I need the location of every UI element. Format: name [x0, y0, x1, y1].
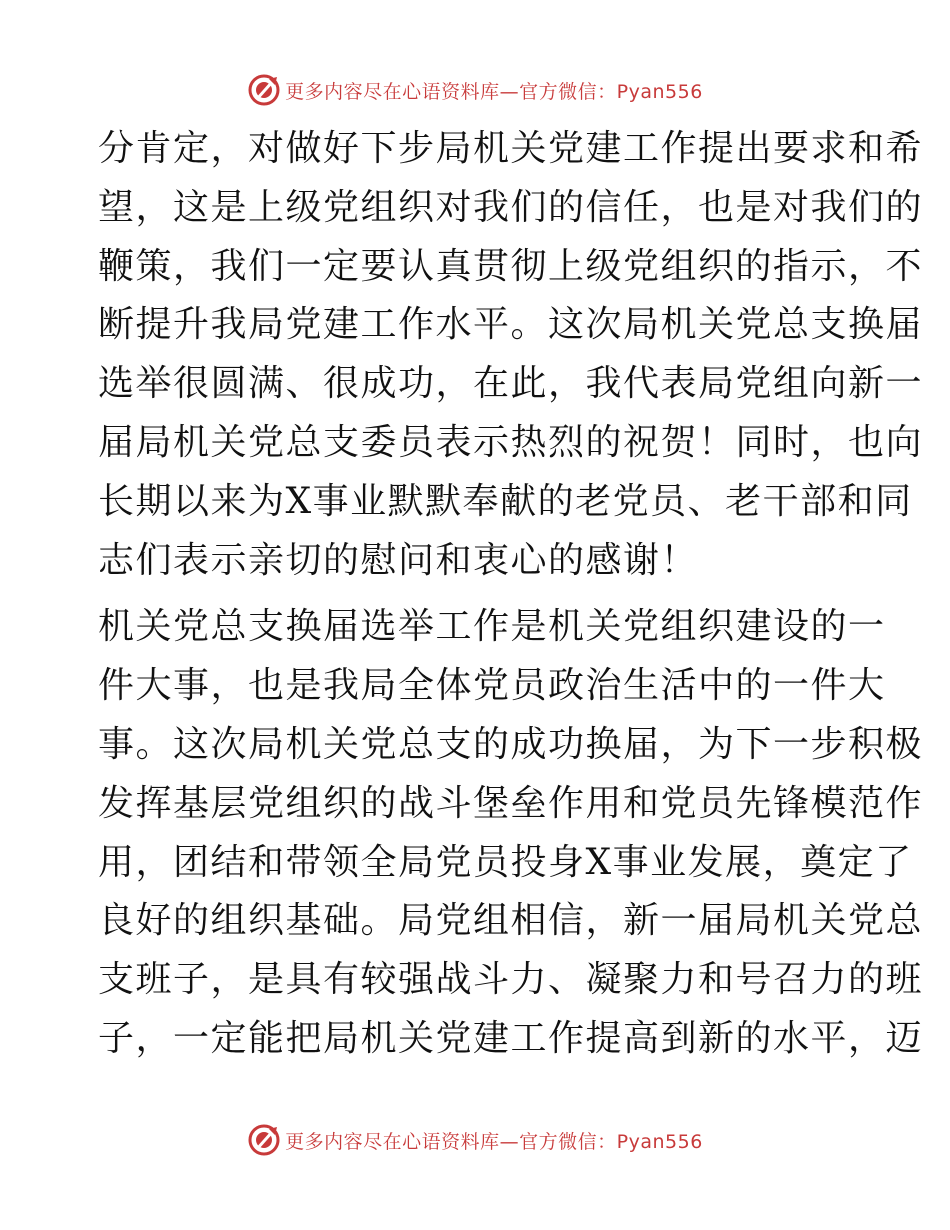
watermark-text: 更多内容尽在心语资料库—官方微信：Pyan556	[285, 1130, 703, 1153]
text-line: 志们表示亲切的慰问和衷心的感谢！	[98, 539, 699, 581]
paragraph-1	[98, 120, 924, 590]
watermark-logo-icon	[247, 73, 281, 107]
text-line: 望，这是上级党组织对我们的信任，也是对我们的	[98, 186, 924, 228]
watermark-logo-icon	[247, 1123, 281, 1157]
text-line: 长期以来为X事业默默奉献的老党员、老干部和同	[98, 480, 913, 522]
text-line: 件大事，也是我局全体党员政治生活中的一件大	[98, 665, 886, 707]
document-body	[98, 120, 924, 1069]
text-line: 事。这次局机关党总支的成功换届，为下一步积极	[98, 723, 924, 765]
text-line: 良好的组织基础。局党组相信，新一届局机关党总	[98, 900, 924, 942]
text-line: 鞭策，我们一定要认真贯彻上级党组织的指示，不	[98, 245, 924, 287]
text-line: 断提升我局党建工作水平。这次局机关党总支换届	[98, 304, 924, 346]
text-line: 选举很圆满、很成功，在此，我代表局党组向新一	[98, 363, 924, 405]
footer-watermark	[0, 1122, 950, 1158]
text-line: 届局机关党总支委员表示热烈的祝贺！同时，也向	[98, 421, 924, 463]
text-line: 分肯定，对做好下步局机关党建工作提出要求和希	[98, 128, 924, 169]
text-line: 用，团结和带领全局党员投身X事业发展，奠定了	[98, 841, 913, 883]
paragraph-gap	[98, 590, 850, 598]
text-line: 子，一定能把局机关党建工作提高到新的水平，迈	[98, 1017, 924, 1059]
watermark-text: 更多内容尽在心语资料库—官方微信：Pyan556	[285, 80, 703, 103]
text-line: 机关党总支换届选举工作是机关党组织建设的一	[98, 606, 886, 648]
text-line: 支班子，是具有较强战斗力、凝聚力和号召力的班	[98, 959, 924, 1001]
paragraph-2	[98, 598, 924, 1068]
header-watermark	[0, 72, 950, 108]
text-line: 发挥基层党组织的战斗堡垒作用和党员先锋模范作	[98, 782, 924, 824]
